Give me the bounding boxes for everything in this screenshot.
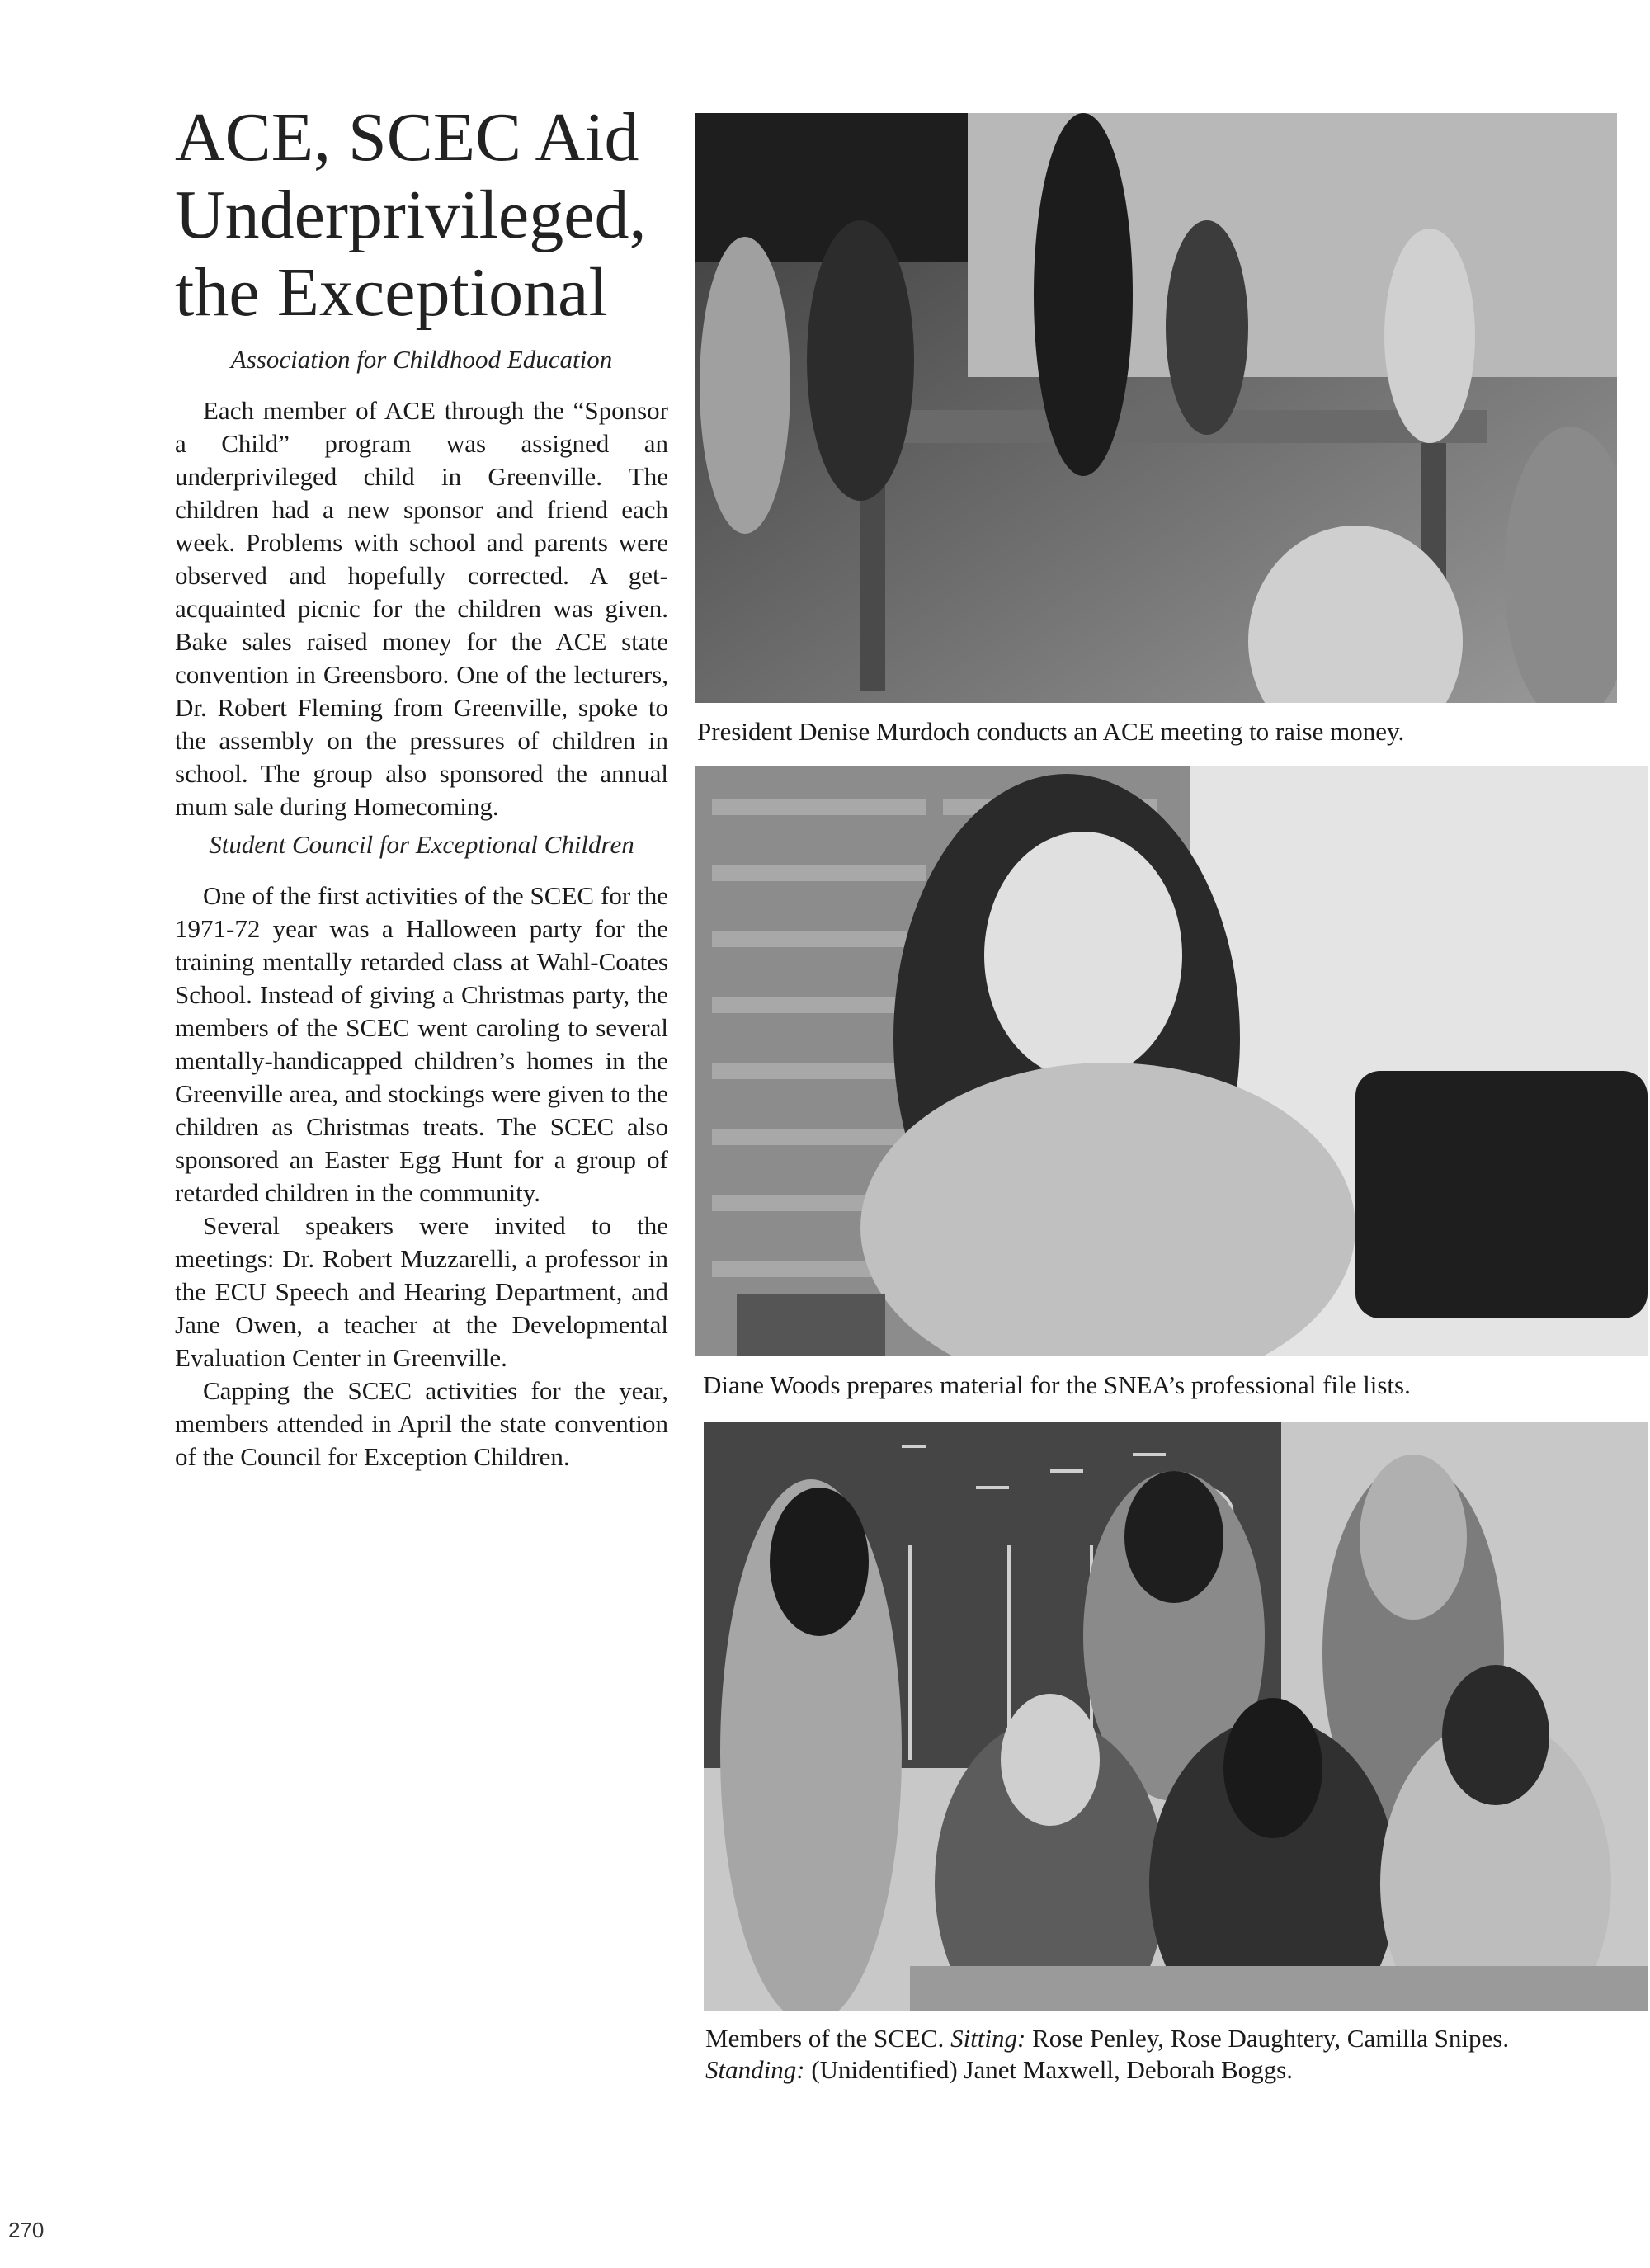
- photo-caption-1: President Denise Murdoch conducts an ACE meeting to raise money.: [697, 717, 1405, 746]
- photo-ace-meeting: [695, 113, 1617, 703]
- photo-typewriter-image: [695, 766, 1648, 1356]
- caption-3-prefix: Members of the SCEC.: [705, 2024, 951, 2053]
- body-scec: [175, 879, 668, 1473]
- photo-ace-meeting-image: [695, 113, 1617, 703]
- headline: [175, 99, 668, 332]
- body-ace: [175, 394, 668, 823]
- photo-caption-3: [705, 2023, 1509, 2086]
- caption-3-standing-names: (Unidentified) Janet Maxwell, Deborah Boggs.: [804, 2055, 1293, 2084]
- paragraph: One of the first activities of the SCEC for the 1971-72 year was a Halloween party for the training mentally retarded class at Wahl-Coates School. Instead of giving a Christmas party, the members of the SCEC went caroling to several mentally-handicapped children’s homes in the Greenville area, and stockings were given to the children as Christmas treats. The SCEC also sponsored an Easter Egg Hunt for a group of retarded children in the community.: [175, 881, 668, 1207]
- paragraph: Several speakers were invited to the meetings: Dr. Robert Muzzarelli, a professor in the ECU Speech and Hearing Department, and Jane Owen, a teacher at the Developmental Evaluation Center in Greenville.: [175, 1211, 668, 1372]
- caption-3-standing-label: Standing:: [705, 2055, 805, 2084]
- article-column: [175, 99, 668, 1473]
- subhead-scec: Student Council for Exceptional Children: [209, 830, 634, 859]
- photo-scec-members: [704, 1422, 1648, 2011]
- paragraph: Each member of ACE through the “Sponsor a Child” program was assigned an underprivileged child in Greenville. The children had a new sponsor and friend each week. Problems with school and parents were observed and hopefully corrected. A get-acquainted picnic for the children was given. Bake sales raised money for the ACE state convention in Greensboro. One of the lecturers, Dr. Robert Fleming from Greenville, spoke to the assembly on the pressures of children in school. The group also sponsored the annual mum sale during Homecoming.: [175, 396, 668, 821]
- headline-line-3: the Exceptional: [175, 254, 608, 331]
- photo-typewriter: [695, 766, 1648, 1356]
- photo-caption-2: Diane Woods prepares material for the SNEA’s professional file lists.: [703, 1370, 1411, 1399]
- headline-line-1: ACE, SCEC Aid: [175, 99, 639, 176]
- paragraph: Capping the SCEC activities for the year, members attended in April the state convention of the Council for Exception Children.: [175, 1376, 668, 1471]
- caption-3-sitting-label: Sitting:: [950, 2024, 1026, 2053]
- page-number: 270: [8, 2218, 45, 2242]
- subhead-ace: Association for Childhood Education: [230, 345, 613, 374]
- headline-line-2: Underprivileged,: [175, 177, 647, 253]
- photo-scec-members-image: [704, 1422, 1648, 2011]
- caption-3-sitting-names: Rose Penley, Rose Daughtery, Camilla Snipes.: [1025, 2024, 1510, 2053]
